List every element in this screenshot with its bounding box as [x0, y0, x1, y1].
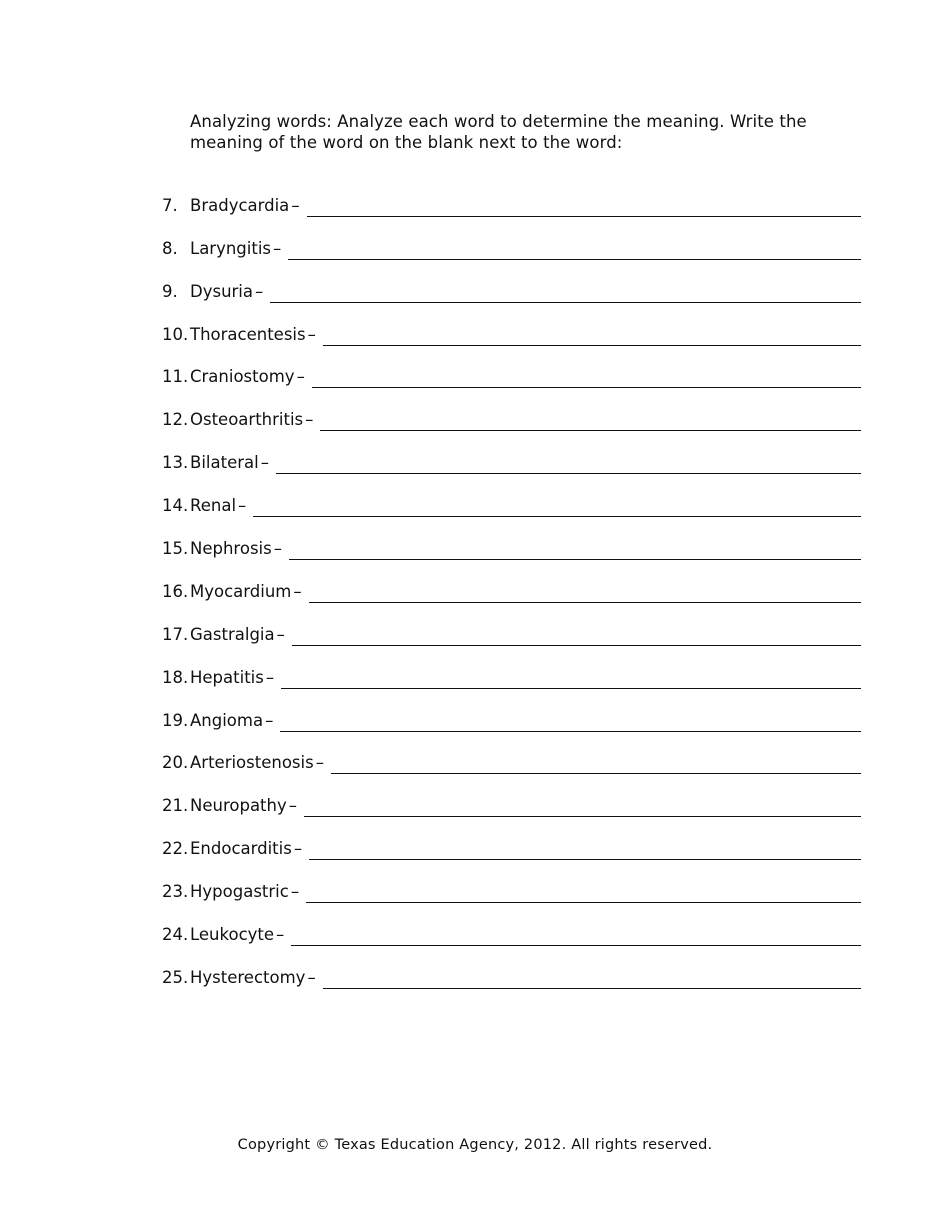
item-dash: – [291, 195, 300, 215]
item-term: Arteriostenosis [190, 753, 314, 773]
item-term: Hysterectomy [190, 967, 306, 987]
item-number: 13. [162, 453, 189, 473]
list-item [162, 388, 861, 431]
instructions-text: Analyzing words: Analyze each word to determine the meaning. Write the meaning of the word on the blank next to the word: [190, 112, 807, 152]
item-dash: – [273, 238, 282, 258]
item-number: 21. [162, 796, 189, 816]
item-dash: – [238, 496, 247, 516]
item-term: Bradycardia [190, 195, 290, 215]
answer-blank[interactable] [320, 430, 861, 431]
answer-blank[interactable] [323, 345, 861, 346]
item-number: 20. [162, 753, 189, 773]
item-term: Osteoarthritis [190, 410, 304, 430]
item-dash: – [265, 667, 275, 687]
item-dash: – [290, 882, 300, 902]
item-dash: – [307, 324, 316, 344]
item-term: Hypogastric [190, 882, 289, 902]
item-term: Myocardium [190, 581, 292, 601]
item-number: 24. [162, 925, 189, 945]
answer-blank[interactable] [323, 988, 861, 989]
answer-blank[interactable] [276, 473, 861, 474]
list-item [162, 817, 861, 860]
answer-blank[interactable] [253, 516, 861, 517]
list-item [162, 174, 861, 217]
item-term: Gastralgia [190, 624, 275, 644]
answer-blank[interactable] [288, 259, 861, 260]
item-dash: – [293, 581, 302, 601]
item-term: Nephrosis [190, 539, 272, 559]
answer-blank[interactable] [307, 216, 861, 217]
item-dash: – [293, 839, 303, 859]
item-dash: – [296, 367, 305, 387]
list-item [162, 303, 861, 346]
list-item [162, 474, 861, 517]
answer-blank[interactable] [312, 387, 861, 388]
list-item [162, 732, 861, 775]
item-dash: – [288, 796, 297, 816]
item-term: Dysuria [190, 281, 254, 301]
list-item [162, 646, 861, 689]
list-item [162, 346, 861, 389]
list-item [162, 946, 861, 989]
list-item [162, 689, 861, 732]
item-number: 25. [162, 967, 189, 987]
item-number: 17. [162, 624, 189, 644]
item-dash: – [276, 925, 285, 945]
answer-blank[interactable] [291, 945, 861, 946]
answer-blank[interactable] [270, 302, 861, 303]
list-item [162, 260, 861, 303]
item-number: 15. [162, 539, 189, 559]
answer-blank[interactable] [309, 859, 861, 860]
list-item [162, 860, 861, 903]
item-dash: – [255, 281, 264, 301]
item-dash: – [305, 410, 314, 430]
list-item [162, 603, 861, 646]
item-number: 7. [162, 195, 178, 215]
item-number: 16. [162, 581, 189, 601]
item-number: 18. [162, 667, 189, 687]
item-term: Bilateral [190, 453, 259, 473]
item-dash: – [273, 539, 282, 559]
answer-blank[interactable] [292, 645, 861, 646]
list-item [162, 903, 861, 946]
item-term: Laryngitis [190, 238, 272, 258]
answer-blank[interactable] [309, 602, 861, 603]
list-item [162, 217, 861, 260]
answer-blank[interactable] [304, 816, 861, 817]
item-number: 10. [162, 324, 189, 344]
item-term: Thoracentesis [190, 324, 306, 344]
item-number: 19. [162, 710, 189, 730]
item-number: 8. [162, 238, 178, 258]
item-number: 14. [162, 496, 189, 516]
item-number: 23. [162, 882, 189, 902]
item-term: Angioma [190, 710, 264, 730]
item-dash: – [265, 710, 274, 730]
item-dash: – [276, 624, 285, 644]
item-term: Craniostomy [190, 367, 295, 387]
answer-blank[interactable] [331, 773, 861, 774]
item-number: 11. [162, 367, 189, 387]
answer-blank[interactable] [289, 559, 861, 560]
item-dash: – [307, 967, 316, 987]
answer-blank[interactable] [280, 731, 861, 732]
answer-blank[interactable] [306, 902, 861, 903]
item-number: 22. [162, 839, 189, 859]
list-item [162, 774, 861, 817]
item-term: Renal [190, 496, 237, 516]
copyright-footer: Copyright © Texas Education Agency, 2012. All rights reserved. [237, 1137, 713, 1153]
item-term: Neuropathy [190, 796, 287, 816]
item-dash: – [315, 753, 324, 773]
item-number: 9. [162, 281, 178, 301]
item-dash: – [260, 453, 269, 473]
item-number: 12. [162, 410, 189, 430]
list-item [162, 517, 861, 560]
item-term: Leukocyte [190, 925, 275, 945]
list-item [162, 560, 861, 603]
list-item [162, 431, 861, 474]
vocabulary-list [162, 174, 861, 989]
item-term: Hepatitis [190, 667, 264, 687]
item-term: Endocarditis [190, 839, 292, 859]
answer-blank[interactable] [281, 688, 861, 689]
